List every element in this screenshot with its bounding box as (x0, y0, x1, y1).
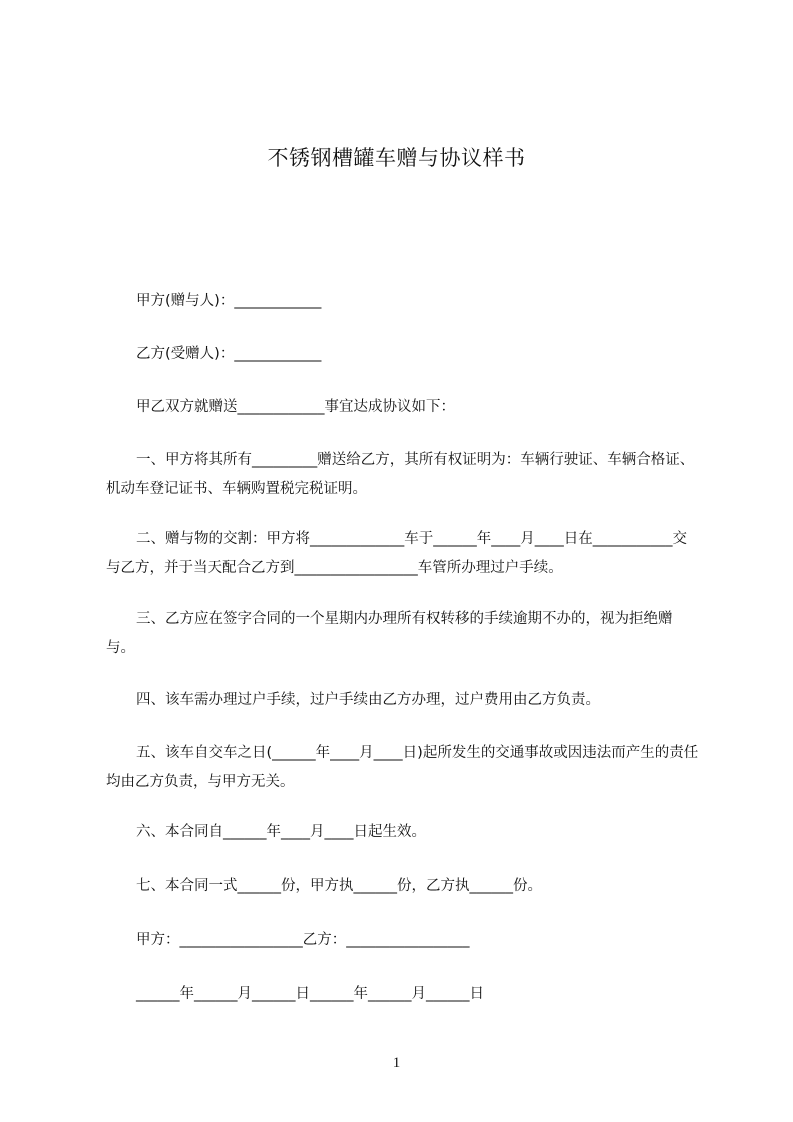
date-line: ______年______月______日______年______月______日 (136, 986, 484, 1002)
clause-1: 一、甲方将其所有_________赠送给乙方，其所有权证明为：车辆行驶证、车辆合格证、机动车登记证书、车辆购置税完税证明。 (106, 452, 695, 497)
clause-6: 六、本合同自______年____月____日起生效。 (136, 824, 426, 840)
page-number: 1 (392, 1055, 401, 1071)
clause-5: 五、该车自交车之日(______年____月____日)起所发生的交通事故或因违法而产生的责任均由乙方负责，与甲方无关。 (106, 745, 699, 790)
party-b-line: 乙方(受赠人)：____________ (136, 346, 322, 362)
clause-3: 三、乙方应在签字合同的一个星期内办理所有权转移的手续逾期不办的，视为拒绝赠与。 (106, 611, 673, 656)
clause-2: 二、赠与物的交割：甲方将_____________车于______年____月____日在___________交与乙方，并于当天配合乙方到_________________车管所办理过户手续。 (106, 531, 687, 576)
party-a-line: 甲方(赠与人)：____________ (136, 293, 322, 309)
clause-7: 七、本合同一式______份，甲方执______份，乙方执______份。 (136, 878, 542, 894)
signature-line: 甲方：_________________乙方：_________________ (136, 932, 470, 948)
agreement-intro: 甲乙双方就赠送____________事宜达成协议如下： (136, 399, 455, 415)
document-title: 不锈钢槽罐车赠与协议样书 (267, 146, 526, 170)
clause-4: 四、该车需办理过户手续，过户手续由乙方办理，过户费用由乙方负责。 (136, 692, 600, 708)
